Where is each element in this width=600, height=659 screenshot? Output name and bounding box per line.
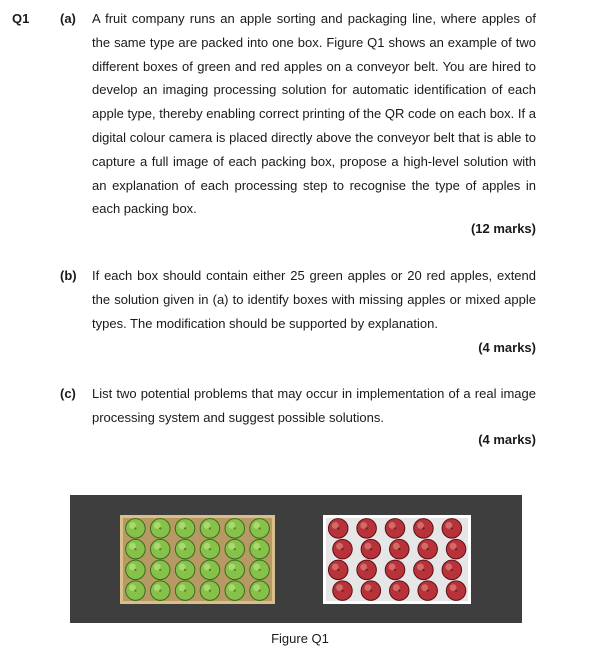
apple-stem: [234, 527, 236, 529]
apple-stem: [337, 527, 339, 529]
apple-stem: [234, 569, 236, 571]
apple-stem: [451, 527, 453, 529]
apple-stem: [134, 589, 136, 591]
part-a-label: (a): [60, 11, 76, 26]
apple-stem: [370, 589, 372, 591]
apple-stem: [365, 527, 367, 529]
figure-q1-photo: [70, 495, 522, 623]
apple-stem: [365, 569, 367, 571]
part-c-label: (c): [60, 386, 76, 401]
apple-stem: [184, 589, 186, 591]
apple-stem: [258, 527, 260, 529]
figure-caption: Figure Q1: [271, 631, 329, 646]
apple-stem: [341, 548, 343, 550]
apple-stem: [184, 569, 186, 571]
apple-stem: [134, 548, 136, 550]
apple-stem: [209, 548, 211, 550]
question-number: Q1: [12, 11, 30, 26]
apple-stem: [258, 589, 260, 591]
apple-stem: [209, 569, 211, 571]
apple-stem: [258, 569, 260, 571]
apple-stem: [427, 548, 429, 550]
part-b-label: (b): [60, 268, 77, 283]
apple-stem: [370, 548, 372, 550]
apple-stem: [455, 589, 457, 591]
apple-stem: [159, 548, 161, 550]
apple-stem: [159, 527, 161, 529]
part-b-text: If each box should contain either 25 green apples or 20 red apples, extend the solution given in (a) to identify boxes with missing apples or mixed apple types. The modification should be supported by explanation.: [92, 268, 536, 331]
apple-stem: [134, 527, 136, 529]
apple-stem: [258, 548, 260, 550]
apple-stem: [184, 527, 186, 529]
apple-stem: [398, 548, 400, 550]
apple-stem: [427, 589, 429, 591]
apple-stem: [451, 569, 453, 571]
apple-stem: [159, 569, 161, 571]
conveyor-belt-image: [70, 495, 522, 623]
apple-stem: [394, 527, 396, 529]
apple-stem: [134, 569, 136, 571]
apple-stem: [209, 527, 211, 529]
apple-stem: [184, 548, 186, 550]
apple-stem: [422, 527, 424, 529]
part-c-marks: (4 marks): [478, 432, 536, 447]
apple-stem: [209, 589, 211, 591]
part-a-marks: (12 marks): [470, 221, 536, 236]
apple-stem: [159, 589, 161, 591]
part-c-text: List two potential problems that may occur in implementation of a real image processing system and suggest possible solutions.: [92, 386, 536, 425]
apple-stem: [394, 569, 396, 571]
red-apple-box: [323, 515, 471, 604]
part-b-marks: (4 marks): [478, 340, 536, 355]
green-apple-box: [120, 515, 275, 604]
apple-stem: [234, 548, 236, 550]
apple-stem: [398, 589, 400, 591]
apple-stem: [337, 569, 339, 571]
apple-stem: [455, 548, 457, 550]
part-a-text: A fruit company runs an apple sorting and packaging line, where apples of the same type are packed into one box. Figure Q1 shows an example of two different boxes of green and red apples on a conveyor belt. You are hired to develop an imaging processing solution for automatic identification of each apple type, thereby enabling correct printing of the QR code on each box. If a digital colour camera is placed directly above the conveyor belt that is able to capture a full image of each packing box, propose a high-level solution with an explanation of each processing step to recognise the type of apples in each packing box.: [92, 11, 536, 217]
apple-stem: [341, 589, 343, 591]
apple-stem: [234, 589, 236, 591]
apple-stem: [422, 569, 424, 571]
